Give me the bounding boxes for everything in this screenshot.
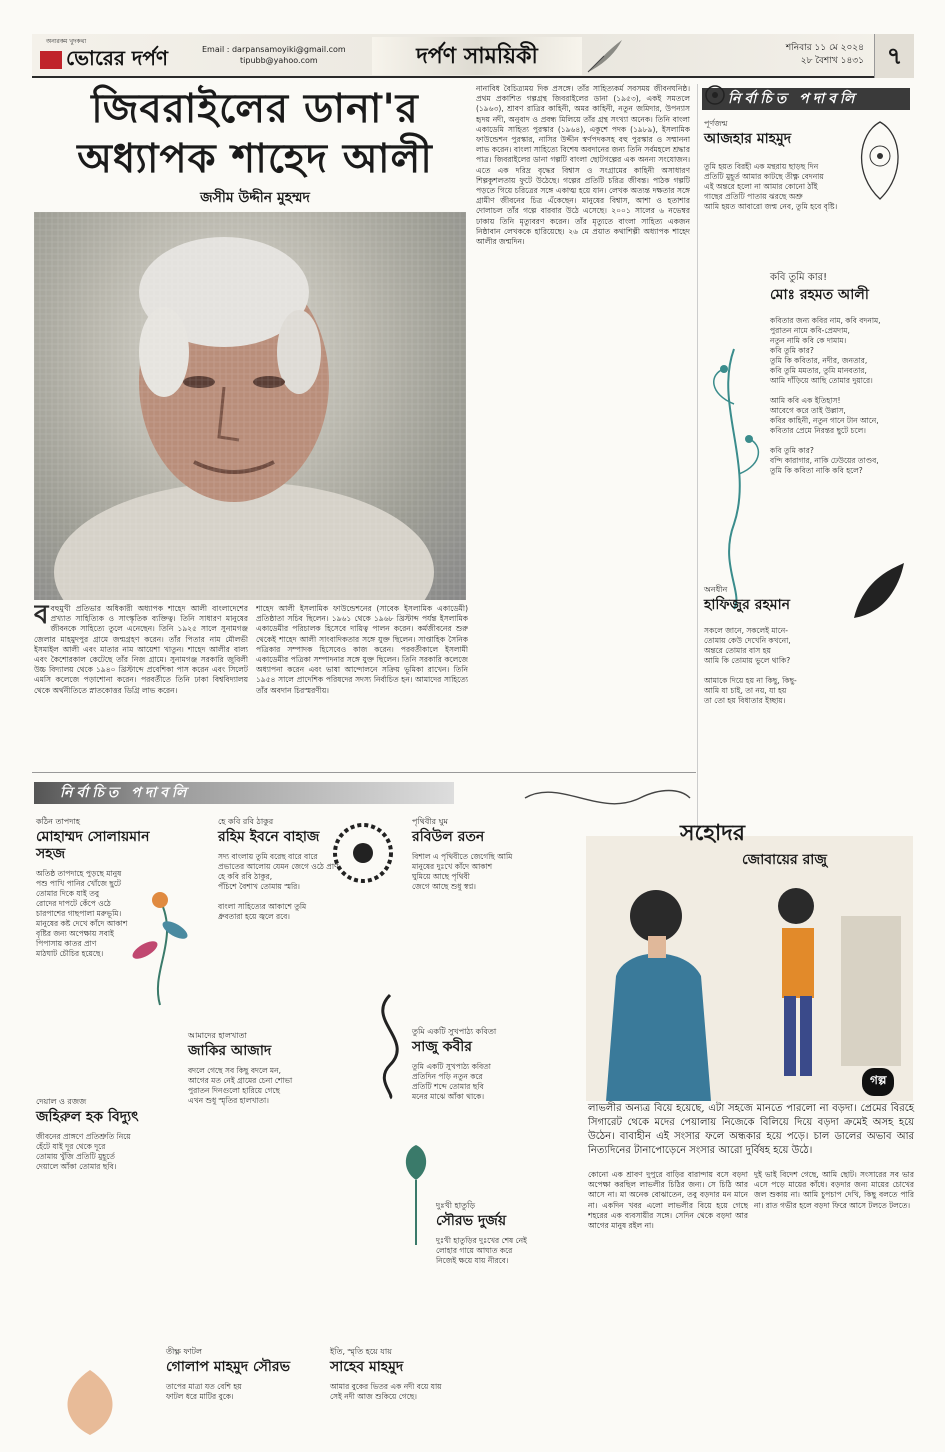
story-author: জোবায়ের রাজু bbox=[742, 852, 827, 868]
story-illustration bbox=[586, 836, 913, 1101]
poem-b-author: জহিরুল হক বিদ্যুৎ bbox=[36, 1109, 139, 1125]
drop-cap: ব bbox=[34, 604, 49, 630]
poem-c-body: সদ্য বাংলায় তুমি বরেছ বারে বারে প্রভাতের আলোয় যেমন জেগে ওঠে প্রাণ হে কবি রবি ঠাকুর, পঁচিশে বৈশাখ তোমায় স্মরি। বাংলা সাহিত্যের আকাশে তুমি ধ্রুবতারা হয়ে জ্বলে রবে। bbox=[218, 852, 339, 921]
issue-date bbox=[786, 42, 864, 68]
poem-h-body: তাপের মাত্রা যত বেশি হয় ফাটল ধরে মাটির বুকে। bbox=[166, 1382, 242, 1401]
poem-i-body: আমার বুকের ভিতর এক নদী বয়ে যায় সেই নদী আজ শুকিয়ে গেছে। bbox=[330, 1382, 442, 1401]
issue-date-bengali: ২৮ বৈশাখ ১৪৩১ bbox=[800, 56, 864, 66]
email-secondary[interactable]: tipubb@yahoo.com bbox=[240, 56, 318, 65]
vine-ornament-icon bbox=[704, 344, 766, 614]
feature-column-2-text: শাহেদ আলী ইসলামিক ফাউন্ডেশনের (সাবেক ইসলামিক একাডেমী) প্রতিষ্ঠাতা সচিব ছিলেন। ১৯৬১ থেকে ১৯৬৮ খ্রিস্টাব্দ পর্যন্ত ইসলামিক একাডেমীর পরিচালক হিসেবে দায়িত্ব পালন করেন। কর্মজীবনের শুরু থেকেই শাহেদ আলী সাংবাদিকতার সঙ্গে যুক্ত ছিলেন। সাপ্তাহিক সৈনিক পত্রিকার সম্পাদক হিসেবেও কাজ করেন। পরবর্তীকালে ইসলামী একাডেমীর পত্রিকা সম্পাদনার সঙ্গে যুক্ত ছিলেন। তিনি সরকারি কলেজে অধ্যাপনা করেন এবং ভাষা আন্দোলনে সক্রিয় ভূমিকা রাখেন। তিনি ১৯৫৪ সালে প্রাদেশিক পরিষদের সদস্য নির্বাচিত হন। আমাদের সাহিত্যে তাঁর অবদান চিরস্মরণীয়। bbox=[256, 604, 468, 695]
side-poetry-box bbox=[697, 84, 913, 854]
headline-line-1: জিবরাইলের ডানা'র bbox=[91, 85, 419, 132]
poem-1-author: আজহার মাহমুদ bbox=[704, 131, 792, 147]
mandala-ornament-icon bbox=[330, 820, 396, 886]
poem-d-author: জাকির আজাদ bbox=[188, 1043, 272, 1059]
poem-3 bbox=[704, 584, 844, 706]
poem-h-title: তীক্ষ্ণ ফাটল bbox=[166, 1347, 202, 1356]
swirl-ornament-icon bbox=[520, 778, 695, 818]
poem-3-author: হাফিজুর রহমান bbox=[704, 597, 790, 613]
lotus-ornament-icon bbox=[40, 1360, 140, 1440]
poem-h-author: গোলাপ মাহমুদ সৌরভ bbox=[166, 1359, 291, 1375]
poem-b-title: দেয়াল ও রজজ bbox=[36, 1097, 87, 1106]
poem-e bbox=[412, 816, 582, 892]
side-section-ribbon: নির্বাচিত পদাবলি bbox=[702, 88, 910, 110]
poem-f-title: তুমি একটি সুখপাঠ্য কবিতা bbox=[412, 1027, 497, 1036]
story-column-2-text: দুই ভাই বিদেশ গেছে, আমি ছোট। সংসারের সব ভার এসে পড়ে মায়ের কাঁধে। বড়দার জন্য মায়ের চোখের জল শুকায় না। আমি চুপচাপ দেখি, কিছু বলতে পারি না। রাত গভীর হলে বড়দা ফিরে আসে টলতে টলতে। bbox=[754, 1170, 914, 1210]
poem-g-body: দুঃখী হাতুড়ির দুঃখের শেষ নেই লোহার গায়ে আঘাত করে নিজেই ক্ষয়ে যায় নীরবে। bbox=[436, 1236, 527, 1265]
feature-byline: জসীম উদ্দীন মুহম্মদ bbox=[200, 190, 310, 206]
poem-i-author: সাহেব মাহমুদ bbox=[330, 1359, 404, 1375]
brand-tagline: অন্যরকম খুদকথা bbox=[46, 38, 87, 45]
brand-name: ভোরের দর্পণ bbox=[66, 46, 168, 70]
poem-g-title: দুঃখী হাতুড়ি bbox=[436, 1201, 476, 1210]
poem-a-body: অতিষ্ঠ তাপদাহে পুড়ছে মানুষ পশু পাখি পানির খোঁজে ছুটে তোমার দিকে যাই তবু রোদের দাপটে কেঁপে ওঠে চারপাশের গাছপালা মরুভূমি। মানুষের কষ্ট দেখে কাঁদে আকাশ বৃষ্টির জন্য অপেক্ষায় সবাই পিপাসায় কাতর প্রাণ মাঠঘাট চৌচির হয়েছে। bbox=[36, 869, 128, 958]
floral-ornament-icon bbox=[120, 880, 200, 1010]
poem-a-author: মোহাম্মদ সোলায়মান সহজ bbox=[36, 829, 150, 862]
section-divider bbox=[32, 772, 696, 773]
story-title: সহোদর bbox=[680, 820, 745, 846]
story-column-2 bbox=[754, 1170, 914, 1448]
poem-g-author: সৌরভ দুর্জয় bbox=[436, 1213, 507, 1229]
story-column-1 bbox=[588, 1170, 748, 1448]
poem-d bbox=[188, 1030, 368, 1106]
feature-column-3 bbox=[476, 84, 690, 768]
poem-2 bbox=[770, 270, 910, 476]
feature-column-1-text: বহুমুখী প্রতিভার অধিকারী অধ্যাপক শাহেদ আলী বাংলাদেশের প্রখ্যাত সাহিত্যিক ও সাংস্কৃতিক ব্যক্তিত্ব। তিনি সাধারণ মানুষের জীবনকে সাহিত্যে তুলে এনেছেন। তিনি ১৯২৫ সালে সুনামগঞ্জ জেলার মাহমুদপুর গ্রামে জন্মগ্রহণ করেন। তাঁর পিতার নাম মৌলভী ইসমাইল আলী এবং মাতার নাম আয়েশা খাতুন। শাহেদ আলীর বাল্য এবং কৈশোরকাল কেটেছে তাঁর নিজ গ্রামে। সুনামগঞ্জ সরকারি জুবিলী উচ্চ বিদ্যালয় থেকে ১৯৪০ খ্রিস্টাব্দে প্রবেশিকা পাস করেন এবং সিলেট এমসি কলেজে পড়াশোনা করেন। পরবর্তীতে তিনি ঢাকা বিশ্ববিদ্যালয় থেকে অর্থনীতিতে স্নাতকোত্তর ডিগ্রি লাভ করেন। bbox=[34, 604, 248, 695]
story-pull-quote: লাভলীর অন্যত্র বিয়ে হয়েছে, এটা সহজে মানতে পারলো না বড়দা। প্রেমের বিরহে সিগারেট থেকে মদের পেয়ালায় নিজেকে বিলিয়ে দিয়ে বড়দা ক্রমেই অসহ হয়ে উঠেন। বাবাহীন এই সংসার ফলে অন্ধকার হয়ে পড়ে। চাল ডালের অভাব আর নিত্যদিনের টানাপোড়েনে সংসার আরো দুর্বিষহ হয়ে উঠে। bbox=[588, 1103, 914, 1156]
feature-column-2 bbox=[256, 604, 468, 768]
poem-1-title: পূর্ণজন্ম bbox=[704, 119, 728, 128]
poem-e-title: পৃথিবীর ঘুম bbox=[412, 817, 448, 826]
poem-c-author: রহিম ইবনে বাহাজ bbox=[218, 829, 320, 845]
contact-emails bbox=[202, 44, 346, 66]
poem-i bbox=[330, 1346, 490, 1402]
quill-icon bbox=[584, 38, 624, 74]
poem-a-title: কঠিন তাপদাহ bbox=[36, 817, 80, 826]
author-portrait bbox=[34, 212, 466, 600]
section-title: দর্পণ সাময়িকী bbox=[372, 37, 582, 75]
bottom-section-ribbon: নির্বাচিত পদাবলি bbox=[34, 782, 454, 804]
poem-f bbox=[412, 1026, 582, 1102]
feature-headline bbox=[40, 84, 470, 184]
poem-i-title: ইতি, স্মৃতি হয়ে যায় bbox=[330, 1347, 392, 1356]
ornament-icon bbox=[704, 84, 726, 106]
feature-column-3-text: নানাবিধ বৈচিত্র্যময় দিক প্রসঙ্গে। তাঁর সাহিত্যকর্ম সবসময় জীবনঘনিষ্ঠ। প্রথম প্রকাশিত গল্পগ্রন্থ জিবরাইলের ডানা (১৯৫৩), একই সমতলে (১৯৬৩), শ্রাবণ রাত্রির কাহিনী, অমর কাহিনী, নতুন জমিদার, উপন্যাস হৃদয় নদী, অনুবাদ ও প্রবন্ধ মিলিয়ে তাঁর গ্রন্থ সংখ্যা অনেক। তিনি বাংলা একাডেমি সাহিত্য পুরস্কার (১৯৬৪), একুশে পদক (১৯৮৯), ইসলামিক ফাউন্ডেশন পুরস্কার, নাসির উদ্দীন স্বর্ণপদকসহ বহু পুরস্কার ও সম্মাননা লাভ করেন। বাংলা সাহিত্যে বিশেষ অবদানের জন্য তিনি সর্বমহলে শ্রদ্ধার পাত্র। জিবরাইলের ডানা গল্পটি বাংলা ছোটগল্পের এক অনন্য সংযোজন। এতে এক দরিদ্র বৃদ্ধের বিশ্বাস ও সংগ্রামের কাহিনী অসাধারণ শিল্পকুশলতায় ফুটে উঠেছে। গল্পের প্রতিটি চরিত্র জীবন্ত। পাঠক গল্পটি পড়তে গিয়ে চরিত্রের সঙ্গে একাত্ম হয়ে যান। লেখক অত্যন্ত দক্ষতার সঙ্গে গ্রামীণ জীবনের চিত্র এঁকেছেন। মানুষের বিশ্বাস, আশা ও হতাশার দোলাচল তাঁর গল্পে বারবার উঠে এসেছে। ২০০১ সালের ৬ নভেম্বর ঢাকায় তিনি মৃত্যুবরণ করেন। তাঁর মৃত্যুতে বাংলা সাহিত্য একজন নিষ্ঠাবান লেখককে হারিয়েছে। ২৬ মে প্রয়াত কথাশিল্পী অধ্যাপক শাহেদ আলীর জন্মদিন। bbox=[476, 84, 690, 247]
poem-1-body: তুমি হয়ত বিরহী এক মন্থরায় ছাড়ছ দিন প্রতিটি মুহূর্ত আমার কাটছে তীক্ষ্ণ বেদনায় এই অন্তরে হলো না আমার কোনো ঠাঁই গাছের প্রতিটি পাতায় ঝরছে অশ্রু আমি হয়ত আবারো জন্ম নেব, তুমি হবে বৃষ্টি। bbox=[704, 162, 838, 211]
poem-g bbox=[436, 1200, 582, 1266]
poem-3-body: সকলে জানে, সকলেই মানে- তোমায় কেউ দেখেনি কখনো, অন্তরে তোমার বাস হয় আমি কি তোমায় ভুলে থাকি? আমাকে দিয়ে হয় না কিছু, কিছু- আমি যা চাই, তা নয়, যা হয় তা তো হয় বিধাতার ইচ্ছায়। bbox=[704, 626, 797, 705]
poem-b-body: জীবনের প্রাঙ্গণে প্রতিশ্রুতি নিয়ে হেঁটে যাই দূর থেকে দূরে তোমায় খুঁজি প্রতিটি মুহূর্তে দেয়ালে আঁকা তোমার ছবি। bbox=[36, 1132, 131, 1171]
poem-f-author: সাজু কবীর bbox=[412, 1039, 472, 1055]
poem-d-title: আমাদের হালখাতা bbox=[188, 1031, 247, 1040]
poem-2-body: কবিতার জন্য কবির নাম, কবি বদনাম, পুরাতন নামে কবি-প্রেমদাম, নতুন নামি কবি কে দামাম। কবি তুমি কার? তুমি কি কবিতার, নদীর, জনতার, কবি তুমি মমতার, তুমি মানবতার, আমি দাঁড়িয়ে আছি তোমার দুয়ারে। আমি কবি এক ইতিহাস! আবেগে করে তাই উল্লাস, কবির কাহিনী, নতুন গানে টান আনে, কবিতার প্রেমে নিরন্তর ছুটে চলে। কবি তুমি কার? বন্দি কারাগার, নাকি ঢেউয়ের তাণ্ডব, তুমি কি কবিতা নাকি কবি হলে? bbox=[770, 316, 881, 475]
logo-mark bbox=[40, 51, 62, 69]
poem-3-title: অনধীন bbox=[704, 585, 728, 594]
poem-2-title: কবি তুমি কার! bbox=[770, 272, 828, 283]
poem-h bbox=[166, 1346, 346, 1402]
headline-line-2: অধ্যাপক শাহেদ আলী bbox=[77, 135, 433, 182]
poem-e-body: বিশাল এ পৃথিবীতে জেগেছি আমি মানুষের দুঃখে কাঁদে আকাশ ঘুমিয়ে আছে পৃথিবী জেগে আছে শুধু স্বপ্ন। bbox=[412, 852, 513, 891]
poem-b bbox=[36, 1096, 182, 1172]
scroll-ornament-icon bbox=[360, 990, 420, 1100]
issue-date-gregorian: শনিবার ১১ মে ২০২৪ bbox=[785, 43, 864, 53]
story-tag: গল্প bbox=[862, 1068, 894, 1096]
portrait-illustration bbox=[34, 212, 466, 600]
poem-f-body: তুমি একটি সুখপাঠ্য কবিতা প্রতিদিন পড়ি নতুন করে প্রতিটি শব্দে তোমার ছবি মনের মাঝে আঁকা থাকে। bbox=[412, 1062, 491, 1101]
poem-c-title: হে কবি রবি ঠাকুর bbox=[218, 817, 274, 826]
poem-1 bbox=[704, 118, 844, 212]
email-primary[interactable]: Email : darpansamoyiki@gmail.com bbox=[202, 45, 346, 54]
poem-d-body: বদলে গেছে সব কিছু বদলে মন, আগের মত নেই গ্রামের চেনা শোভা পুরাতন দিনগুলো হারিয়ে গেছে এখন শুধু স্মৃতির হালখাতা। bbox=[188, 1066, 293, 1105]
page-number: ৭ bbox=[874, 34, 914, 78]
poem-e-author: রবিউল রতন bbox=[412, 829, 485, 845]
brand-logo[interactable] bbox=[40, 44, 168, 77]
feature-column-1 bbox=[34, 604, 248, 768]
story-illustration-art bbox=[586, 836, 913, 1101]
poem-2-author: মোঃ রহমত আলী bbox=[770, 287, 869, 303]
story-column-1-text: কোনো এক শ্রাবণ দুপুরে বাড়ির বারান্দায় বসে বড়দা অপেক্ষা করছিল লাভলীর চিঠির জন্য। সে চিঠি আর আসে না। মা অনেক বোঝাতেন, তবু বড়দার মন মানে না। একদিন খবর এলো লাভলীর বিয়ে হয়ে গেছে শহরের এক ব্যবসায়ীর সঙ্গে। সেদিন থেকে বড়দা আর আগের মানুষ রইল না। bbox=[588, 1170, 748, 1231]
paisley-ornament-icon bbox=[848, 114, 912, 204]
leaf-ornament-icon bbox=[844, 558, 910, 628]
masthead bbox=[32, 34, 914, 78]
